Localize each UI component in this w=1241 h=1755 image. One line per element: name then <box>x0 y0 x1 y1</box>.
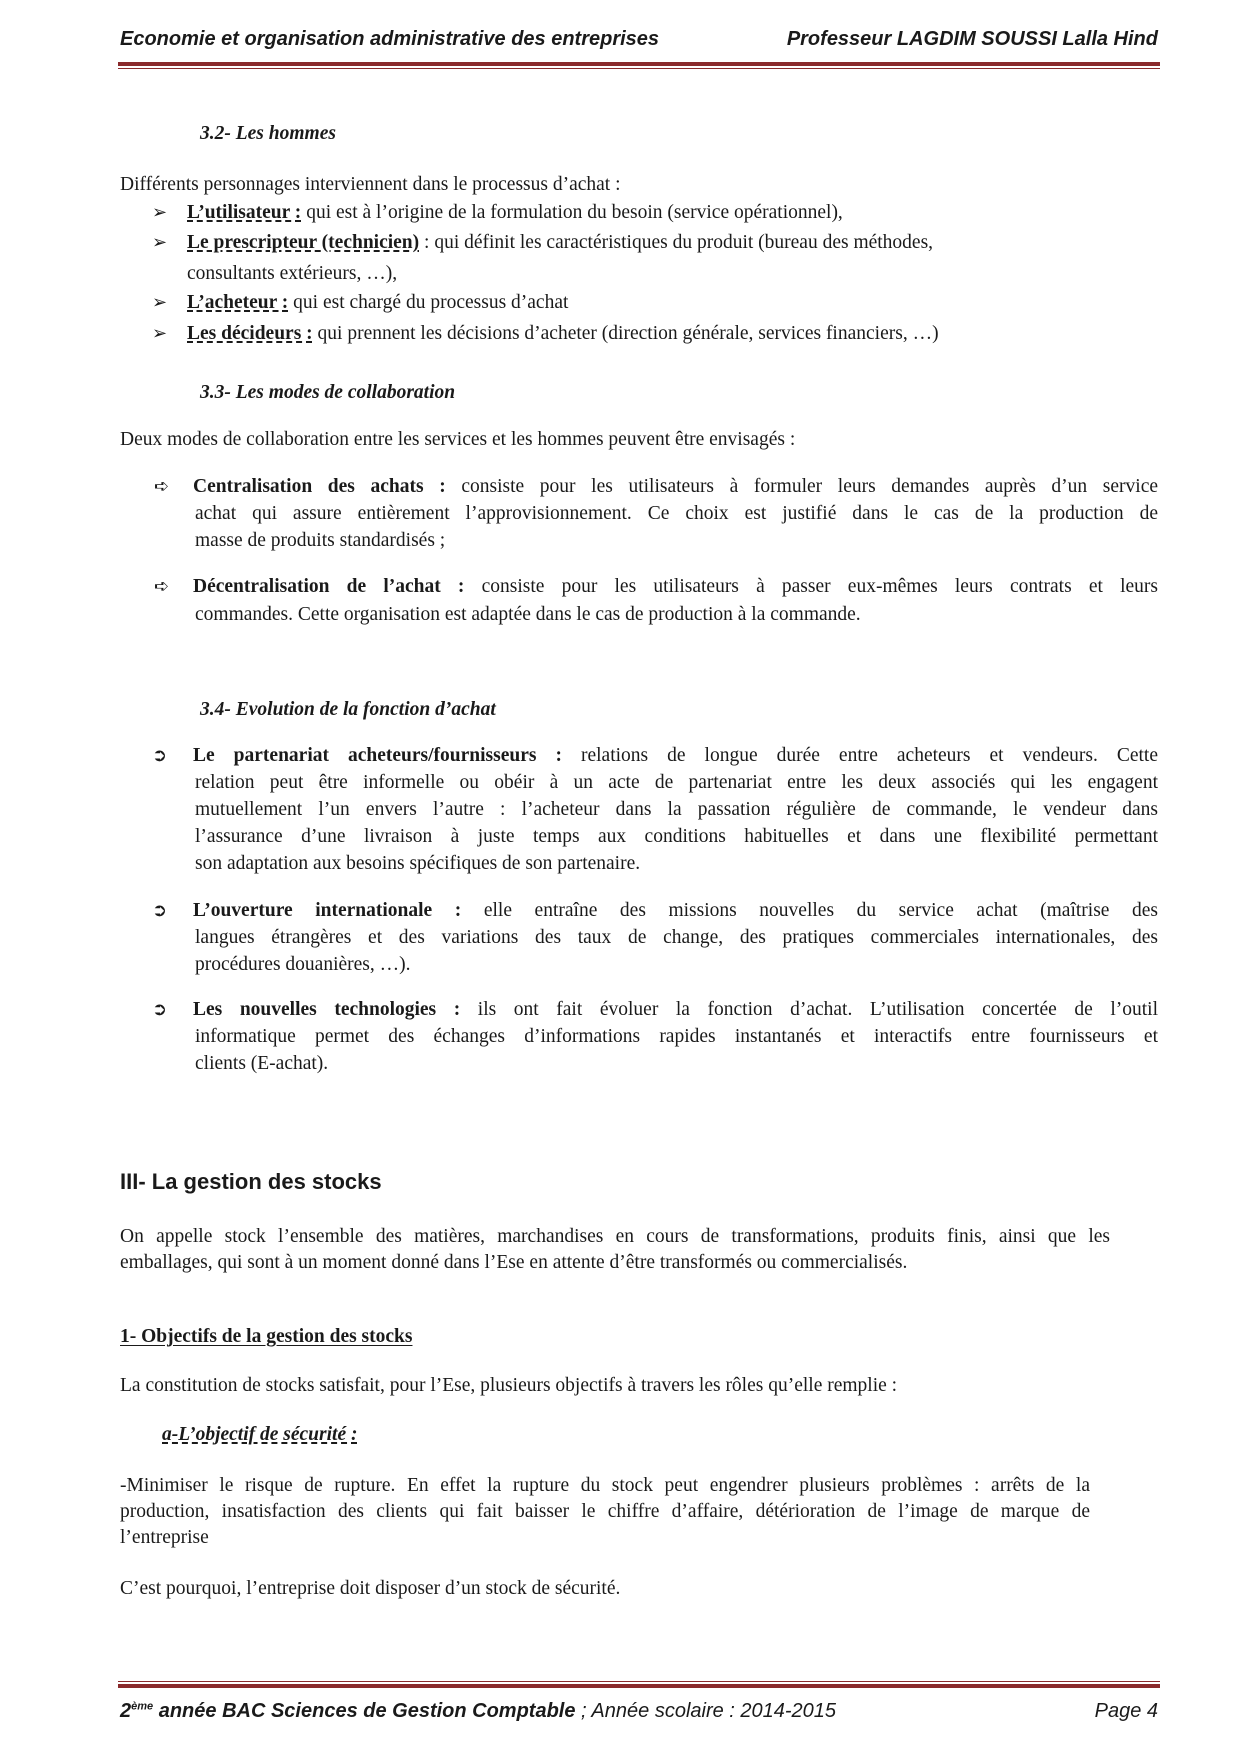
objectives-heading: 1- Objectifs de la gestion des stocks <box>120 1326 413 1347</box>
list-item-continuation: son adaptation aux besoins spécifiques de son partenaire. <box>195 853 641 874</box>
list-item-continuation: l’assurance d’une livraison à juste temps aux conditions habituelles et dans une flexibilité permettant <box>195 826 1158 847</box>
footer-rule-thick <box>118 1684 1160 1688</box>
section-3-3-title: 3.3- Les modes de collaboration <box>200 382 456 403</box>
list-item-continuation: clients (E-achat). <box>195 1053 329 1074</box>
header-rule-thin <box>118 68 1160 69</box>
list-item: L’acheteur : qui est chargé du processus d’achat <box>187 292 569 313</box>
arrow-bullet-icon: ➢ <box>152 323 168 344</box>
list-item-continuation: langues étrangères et des variations des taux de change, des pratiques commerciales internationales, des <box>195 927 1158 948</box>
arrow-bullet-icon: ➢ <box>152 202 168 223</box>
list-item: Les nouvelles technologies : ils ont fait évoluer la fonction d’achat. L’utilisation concertée de l’outil <box>193 999 1158 1020</box>
curved-arrow-bullet-icon: ➲ <box>152 900 168 921</box>
hollow-arrow-bullet-icon: ➪ <box>154 476 170 497</box>
list-item-continuation: procédures douanières, …). <box>195 954 411 975</box>
curved-arrow-bullet-icon: ➲ <box>152 999 168 1020</box>
list-item: Les décideurs : qui prennent les décisions d’acheter (direction générale, services financiers, …) <box>187 323 939 344</box>
header-course-title: Economie et organisation administrative des entreprises <box>120 28 660 50</box>
header-author: Professeur LAGDIM SOUSSI Lalla Hind <box>786 28 1158 50</box>
section-3-4-title: 3.4- Evolution de la fonction d’achat <box>200 699 496 720</box>
list-item-continuation: relation peut être informelle ou obéir à un acte de partenariat entre les deux associés qui les engagent <box>195 772 1158 793</box>
page-header <box>120 28 1158 56</box>
security-text-line-3: l’entreprise <box>120 1527 209 1548</box>
curved-arrow-bullet-icon: ➲ <box>152 745 168 766</box>
footer-rule-thin <box>118 1681 1160 1682</box>
security-objective-heading: a-L’objectif de sécurité : <box>162 1424 358 1445</box>
list-item: Le partenariat acheteurs/fournisseurs : relations de longue durée entre acheteurs et vendeurs. Cette <box>193 745 1159 766</box>
footer-class-info: 2ème année BAC Sciences de Gestion Comptable ; Année scolaire : 2014-2015 <box>120 1700 837 1722</box>
list-item: L’ouverture internationale : elle entraîne des missions nouvelles du service achat (maîtrise des <box>193 900 1158 921</box>
list-item-continuation: mutuellement l’un envers l’autre : l’acheteur dans la passation régulière de commande, le vendeur dans <box>195 799 1158 820</box>
list-item-continuation: informatique permet des échanges d’informations rapides instantanés et interactifs entre fournisseurs et <box>195 1026 1158 1047</box>
arrow-bullet-icon: ➢ <box>152 232 168 253</box>
objectives-intro: La constitution de stocks satisfait, pour l’Ese, plusieurs objectifs à travers les rôles qu’elle remplie : <box>120 1375 898 1396</box>
list-item-continuation: achat qui assure entièrement l’approvisionnement. Ce choix est justifié dans le cas de la production de <box>195 503 1158 524</box>
page-footer <box>120 1700 1158 1728</box>
list-item-continuation: masse de produits standardisés ; <box>195 530 446 551</box>
list-item: L’utilisateur : qui est à l’origine de la formulation du besoin (service opérationnel), <box>187 202 843 223</box>
list-item-continuation: consultants extérieurs, …), <box>187 263 398 284</box>
list-item: Décentralisation de l’achat : consiste pour les utilisateurs à passer eux-mêmes leurs contrats et leurs <box>193 576 1158 597</box>
list-item-continuation: commandes. Cette organisation est adaptée dans le cas de production à la commande. <box>195 604 861 625</box>
hollow-arrow-bullet-icon: ➪ <box>154 576 170 597</box>
security-conclusion: C’est pourquoi, l’entreprise doit disposer d’un stock de sécurité. <box>120 1578 621 1599</box>
section-3-3-intro: Deux modes de collaboration entre les services et les hommes peuvent être envisagés : <box>120 429 796 450</box>
list-item: Centralisation des achats : consiste pour les utilisateurs à formuler leurs demandes auprès d’un service <box>193 476 1159 497</box>
arrow-bullet-icon: ➢ <box>152 292 168 313</box>
security-text-line-1: -Minimiser le risque de rupture. En effet la rupture du stock peut engendrer plusieurs problèmes : arrêts de la <box>120 1475 1090 1496</box>
section-iii-heading: III- La gestion des stocks <box>120 1169 382 1194</box>
list-item: Le prescripteur (technicien) : qui définit les caractéristiques du produit (bureau des méthodes, <box>187 232 934 253</box>
stock-definition-line-2: emballages, qui sont à un moment donné dans l’Ese en attente d’être transformés ou commercialisés. <box>120 1252 908 1273</box>
security-text-line-2: production, insatisfaction des clients qui fait baisser le chiffre d’affaire, détérioration de l’image de marque de <box>120 1501 1090 1522</box>
header-rule-thick <box>118 62 1160 66</box>
section-3-2-title: 3.2- Les hommes <box>200 123 336 144</box>
stock-definition-line-1: On appelle stock l’ensemble des matières, marchandises en cours de transformations, produits finis, ainsi que les <box>120 1226 1110 1247</box>
section-3-2-intro: Différents personnages interviennent dans le processus d’achat : <box>120 174 621 195</box>
page-number: Page 4 <box>1094 1700 1158 1722</box>
